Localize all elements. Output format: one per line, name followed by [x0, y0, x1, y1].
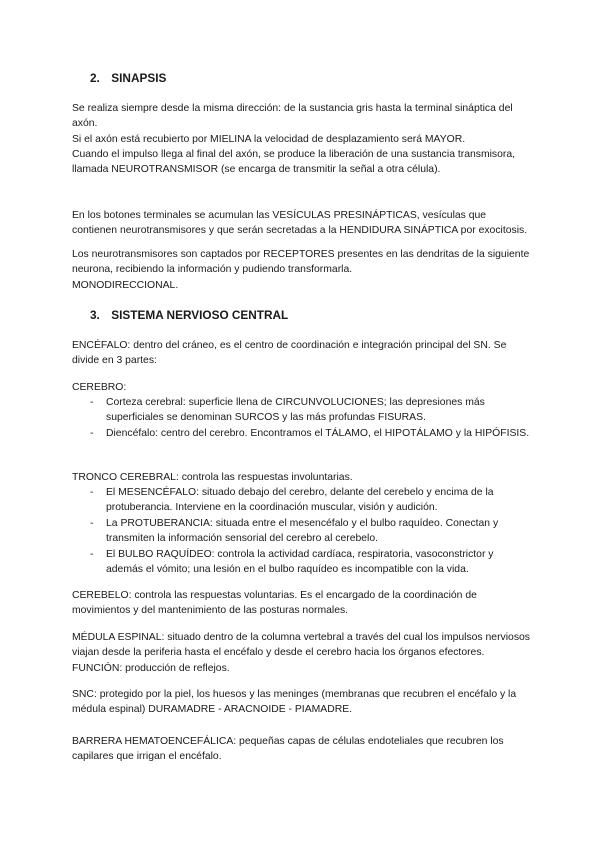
paragraph-mielina: Si el axón está recubierto por MIELINA la velocidad de desplazamiento será MAYOR. — [72, 134, 466, 145]
list-item: - Corteza cerebral: superficie llena de CIRCUNVOLUCIONES; las depresiones más superficiales se denominan SURCOS y las más profundas FISURAS. — [72, 395, 532, 426]
paragraph-monodireccional: MONODIRECCIONAL. — [72, 280, 179, 291]
paragraph-receptores: Los neurotransmisores son captados por RECEPTORES presentes en las dendritas de la siguiente neurona, recibiendo la información y pudiendo transformarla. — [72, 249, 530, 276]
section-number: 3. — [90, 308, 100, 322]
paragraph-encefalo: ENCÉFALO: dentro del cráneo, es el centro de coordinación e integración principal del SN. Se divide en 3 partes: — [72, 340, 507, 367]
paragraph-cerebelo: CEREBELO: controla las respuestas voluntarias. Es el encargado de la coordinación de movimientos y del mantenimiento de las posturas normales. — [72, 590, 477, 617]
list-item: - Diencéfalo: centro del cerebro. Encontramos el TÁLAMO, el HIPOTÁLAMO y la HIPÓFISIS. — [72, 426, 532, 441]
list-item: - La PROTUBERANCIA: situada entre el mesencéfalo y el bulbo raquídeo. Conectan y transmiten la información sensorial del cerebro al cerebelo. — [72, 516, 532, 547]
paragraph-medula-espinal: MÉDULA ESPINAL: situado dentro de la columna vertebral a través del cual los impulsos nerviosos viajan desde la periferia hasta el encéfalo y desde el cerebro hacia los órganos efectores. FUNCIÓN: producción de reflejos. — [72, 632, 530, 674]
section-number: 2. — [90, 71, 100, 85]
paragraph-neurotransmisor: Cuando el impulso llega al final del axón, se produce la liberación de una sustancia transmisora, llamada NEUROTRANSMISOR (se encarga de transmitir la señal a otra célula). — [72, 149, 516, 176]
section-heading-snc — [72, 308, 550, 323]
paragraph-snc: SNC: protegido por la piel, los huesos y las meninges (membranas que recubren el encéfalo y la médula espinal) DURAMADRE - ARACNOIDE - PIAMADRE. — [72, 689, 517, 716]
paragraph-direction: Se realiza siempre desde la misma dirección: de la sustancia gris hasta la terminal sináptica del axón. — [72, 103, 513, 130]
list-item: - El BULBO RAQUÍDEO: controla la actividad cardíaca, respiratoria, vasoconstrictor y además el vómito; una lesión en el bulbo raquídeo es incompatible con la vida. — [72, 547, 532, 578]
subheading-cerebro: CEREBRO: — [72, 382, 127, 393]
section-heading-sinapsis — [72, 71, 550, 86]
section-title: SISTEMA NERVIOSO CENTRAL — [111, 308, 289, 322]
subheading-tronco-cerebral: TRONCO CEREBRAL: controla las respuestas involuntarias. — [72, 472, 353, 483]
tronco-list — [72, 485, 532, 577]
paragraph-vesiculas: En los botones terminales se acumulan las VESÍCULAS PRESINÁPTICAS, vesículas que contienen neurotransmisores y que serán secretadas a la HENDIDURA SINÁPTICA por exocitosis. — [72, 210, 528, 237]
section-title: SINAPSIS — [111, 71, 167, 85]
cerebro-list — [72, 395, 532, 441]
list-item: - El MESENCÉFALO: situado debajo del cerebro, delante del cerebelo y encima de la protuberancia. Interviene en la coordinación muscular, visión y audición. — [72, 485, 532, 516]
paragraph-barrera-hematoencefalica: BARRERA HEMATOENCEFÁLICA: pequeñas capas de células endoteliales que recubren los capilares que irrigan el encéfalo. — [72, 736, 504, 763]
